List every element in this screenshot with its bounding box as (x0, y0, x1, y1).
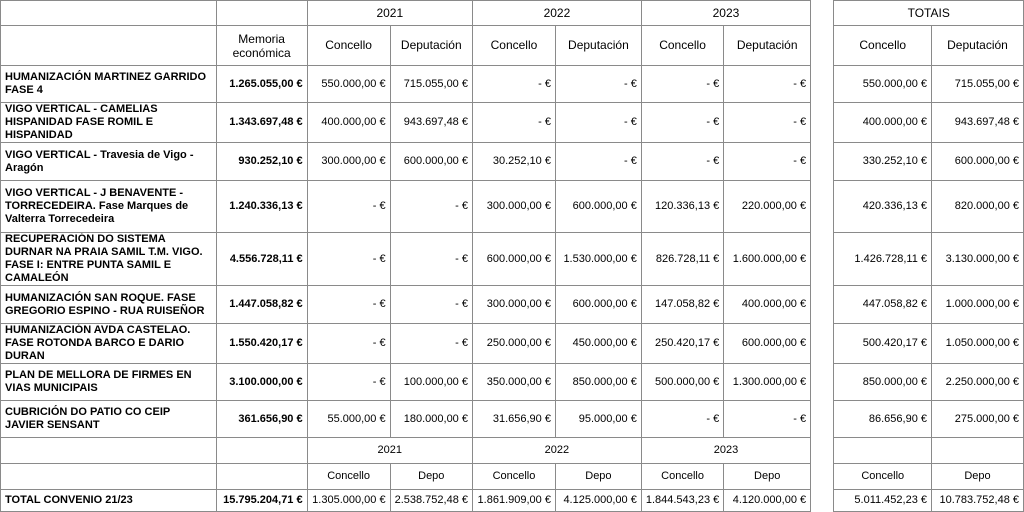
concello-2023-header[interactable]: Concello (641, 26, 723, 66)
separator-cell (811, 103, 834, 143)
deputacion-2021-cell[interactable]: 100.000,00 € (390, 364, 472, 401)
concello-2022-header[interactable]: Concello (472, 26, 555, 66)
column-header-row (1, 26, 1024, 66)
memoria-cell[interactable]: 4.556.728,11 € (216, 233, 307, 286)
memoria-cell[interactable]: 361.656,90 € (216, 401, 307, 438)
deputacion-2022-cell[interactable]: - € (555, 66, 641, 103)
concello-2021-cell[interactable]: 400.000,00 € (307, 103, 390, 143)
concello-2023-cell[interactable]: 120.336,13 € (641, 181, 723, 233)
table-row (1, 103, 1024, 143)
memoria-cell[interactable]: 1.265.055,00 € (216, 66, 307, 103)
project-name-cell[interactable]: HUMANIZACIÓN AVDA CASTELAO. FASE ROTONDA BARCO E DARIO DURAN (1, 324, 217, 364)
empty-cell[interactable] (1, 438, 217, 464)
deputacion-2022-cell[interactable]: 600.000,00 € (555, 181, 641, 233)
deputacion-2023-cell[interactable]: 1.600.000,00 € (724, 233, 811, 286)
memoria-cell[interactable]: 1.343.697,48 € (216, 103, 307, 143)
concello-total-cell[interactable]: 550.000,00 € (834, 66, 932, 103)
concello-2021-cell[interactable]: 300.000,00 € (307, 143, 390, 181)
deputacion-2023-cell[interactable]: - € (724, 103, 811, 143)
concello-total-header[interactable]: Concello (834, 26, 932, 66)
deputacion-total-cell[interactable]: 3.130.000,00 € (932, 233, 1024, 286)
deputacion-2022-cell[interactable]: 600.000,00 € (555, 286, 641, 324)
deputacion-2023-cell[interactable]: - € (724, 66, 811, 103)
separator-cell (811, 401, 834, 438)
deputacion-total-cell[interactable]: 715.055,00 € (932, 66, 1024, 103)
concello-total-cell[interactable]: 447.058,82 € (834, 286, 932, 324)
concello-2022-cell[interactable]: 30.252,10 € (472, 143, 555, 181)
deputacion-total-header[interactable]: Deputación (932, 26, 1024, 66)
concello-2022-cell[interactable]: 31.656,90 € (472, 401, 555, 438)
deputacion-total-cell[interactable]: 600.000,00 € (932, 143, 1024, 181)
deputacion-total-cell[interactable]: 1.050.000,00 € (932, 324, 1024, 364)
project-name-cell[interactable]: HUMANIZACIÓN SAN ROQUE. FASE GREGORIO ESPINO - RUA RUISEÑOR (1, 286, 217, 324)
concello-2023-cell[interactable]: 147.058,82 € (641, 286, 723, 324)
deputacion-2022-cell[interactable]: 450.000,00 € (555, 324, 641, 364)
memoria-header[interactable]: Memoria económica (216, 26, 307, 66)
deputacion-2021-cell[interactable]: - € (390, 324, 472, 364)
concello-2021-cell[interactable]: - € (307, 286, 390, 324)
footer-concello-2021[interactable]: Concello (307, 464, 390, 490)
concello-total-cell[interactable]: 86.656,90 € (834, 401, 932, 438)
empty-cell[interactable] (216, 1, 307, 26)
corner-cell[interactable] (1, 1, 217, 26)
total-label[interactable]: TOTAL CONVENIO 21/23 (1, 490, 217, 512)
footer-depo-total[interactable]: Depo (932, 464, 1024, 490)
deputacion-total-cell[interactable]: 275.000,00 € (932, 401, 1024, 438)
deputacion-2022-cell[interactable]: - € (555, 143, 641, 181)
memoria-cell[interactable]: 1.550.420,17 € (216, 324, 307, 364)
table-row (1, 181, 1024, 233)
empty-cell[interactable] (932, 438, 1024, 464)
project-name-cell[interactable]: CUBRICIÓN DO PATIO CO CEIP JAVIER SENSANT (1, 401, 217, 438)
footer-year-2021[interactable]: 2021 (307, 438, 472, 464)
project-name-cell[interactable]: VIGO VERTICAL - Travesia de Vigo - Aragón (1, 143, 217, 181)
deputacion-total-cell[interactable]: 1.000.000,00 € (932, 286, 1024, 324)
deputacion-2023-cell[interactable]: 400.000,00 € (724, 286, 811, 324)
table-row (1, 143, 1024, 181)
footer-year-row (1, 438, 1024, 464)
year-2021-header[interactable]: 2021 (307, 1, 472, 26)
deputacion-2023-cell[interactable]: 220.000,00 € (724, 181, 811, 233)
total-memoria[interactable]: 15.795.204,71 € (216, 490, 307, 512)
deputacion-2021-cell[interactable]: 943.697,48 € (390, 103, 472, 143)
total-concello-sum[interactable]: 5.011.452,23 € (834, 490, 932, 512)
project-name-cell[interactable]: RECUPERACIÓN DO SISTEMA DURNAR NA PRAIA SAMIL T.M. VIGO. FASE I: ENTRE PUNTA SAMIL E CAMALEÓN (1, 233, 217, 286)
concello-2022-cell[interactable]: 300.000,00 € (472, 286, 555, 324)
concello-2023-cell[interactable]: - € (641, 103, 723, 143)
concello-2023-cell[interactable]: 826.728,11 € (641, 233, 723, 286)
concello-total-cell[interactable]: 1.426.728,11 € (834, 233, 932, 286)
table-row (1, 66, 1024, 103)
concello-2021-cell[interactable]: 550.000,00 € (307, 66, 390, 103)
concello-total-cell[interactable]: 500.420,17 € (834, 324, 932, 364)
total-deputacion-2023[interactable]: 4.120.000,00 € (724, 490, 811, 512)
total-deputacion-sum[interactable]: 10.783.752,48 € (932, 490, 1024, 512)
deputacion-2023-cell[interactable]: 600.000,00 € (724, 324, 811, 364)
deputacion-2022-cell[interactable]: 95.000,00 € (555, 401, 641, 438)
deputacion-2021-cell[interactable]: - € (390, 181, 472, 233)
deputacion-2023-header[interactable]: Deputación (724, 26, 811, 66)
separator-cell (811, 364, 834, 401)
separator-cell (811, 1, 834, 26)
deputacion-total-cell[interactable]: 2.250.000,00 € (932, 364, 1024, 401)
empty-cell[interactable] (216, 464, 307, 490)
empty-cell[interactable] (1, 26, 217, 66)
concello-2023-cell[interactable]: - € (641, 66, 723, 103)
year-2022-header[interactable]: 2022 (472, 1, 641, 26)
separator-cell (811, 66, 834, 103)
concello-2021-cell[interactable]: - € (307, 233, 390, 286)
concello-2021-header[interactable]: Concello (307, 26, 390, 66)
year-2023-header[interactable]: 2023 (641, 1, 810, 26)
deputacion-2023-cell[interactable]: - € (724, 143, 811, 181)
concello-2022-cell[interactable]: - € (472, 103, 555, 143)
separator-cell (811, 464, 834, 490)
concello-2023-cell[interactable]: - € (641, 401, 723, 438)
deputacion-2021-cell[interactable]: 180.000,00 € (390, 401, 472, 438)
footer-year-2023[interactable]: 2023 (641, 438, 810, 464)
memoria-cell[interactable]: 3.100.000,00 € (216, 364, 307, 401)
footer-depo-2022[interactable]: Depo (555, 464, 641, 490)
concello-2022-cell[interactable]: 350.000,00 € (472, 364, 555, 401)
deputacion-2021-cell[interactable]: - € (390, 286, 472, 324)
concello-2022-cell[interactable]: 600.000,00 € (472, 233, 555, 286)
deputacion-2022-cell[interactable]: 850.000,00 € (555, 364, 641, 401)
separator-cell (811, 438, 834, 464)
concello-2022-cell[interactable]: 250.000,00 € (472, 324, 555, 364)
project-name-cell[interactable]: VIGO VERTICAL - J BENAVENTE - TORRECEDEIRA. Fase Marques de Valterra Torrecedeira (1, 181, 217, 233)
footer-concello-2022[interactable]: Concello (472, 464, 555, 490)
deputacion-2021-header[interactable]: Deputación (390, 26, 472, 66)
deputacion-2022-header[interactable]: Deputación (555, 26, 641, 66)
table-row (1, 364, 1024, 401)
concello-2021-cell[interactable]: - € (307, 181, 390, 233)
total-concello-2023[interactable]: 1.844.543,23 € (641, 490, 723, 512)
concello-total-cell[interactable]: 420.336,13 € (834, 181, 932, 233)
total-concello-2022[interactable]: 1.861.909,00 € (472, 490, 555, 512)
separator-cell (811, 286, 834, 324)
footer-column-row (1, 464, 1024, 490)
footer-concello-2023[interactable]: Concello (641, 464, 723, 490)
footer-depo-2021[interactable]: Depo (390, 464, 472, 490)
deputacion-total-cell[interactable]: 820.000,00 € (932, 181, 1024, 233)
concello-total-cell[interactable]: 400.000,00 € (834, 103, 932, 143)
concello-total-cell[interactable]: 850.000,00 € (834, 364, 932, 401)
footer-year-2022[interactable]: 2022 (472, 438, 641, 464)
concello-2021-cell[interactable]: - € (307, 324, 390, 364)
project-name-cell[interactable]: PLAN DE MELLORA DE FIRMES EN VIAS MUNICIPAIS (1, 364, 217, 401)
deputacion-2021-cell[interactable]: 715.055,00 € (390, 66, 472, 103)
separator-cell (811, 233, 834, 286)
project-name-cell[interactable]: VIGO VERTICAL - CAMELIAS HISPANIDAD FASE ROMIL E HISPANIDAD (1, 103, 217, 143)
total-deputacion-2021[interactable]: 2.538.752,48 € (390, 490, 472, 512)
deputacion-2022-cell[interactable]: 1.530.000,00 € (555, 233, 641, 286)
deputacion-2023-cell[interactable]: - € (724, 401, 811, 438)
memoria-cell[interactable]: 1.240.336,13 € (216, 181, 307, 233)
concello-2023-cell[interactable]: 250.420,17 € (641, 324, 723, 364)
table-row (1, 233, 1024, 286)
deputacion-total-cell[interactable]: 943.697,48 € (932, 103, 1024, 143)
empty-cell[interactable] (1, 464, 217, 490)
footer-depo-2023[interactable]: Depo (724, 464, 811, 490)
year-header-row (1, 1, 1024, 26)
separator-cell (811, 143, 834, 181)
concello-2021-cell[interactable]: - € (307, 364, 390, 401)
separator-cell (811, 181, 834, 233)
table-row (1, 286, 1024, 324)
deputacion-2021-cell[interactable]: - € (390, 233, 472, 286)
concello-2023-cell[interactable]: 500.000,00 € (641, 364, 723, 401)
deputacion-2023-cell[interactable]: 1.300.000,00 € (724, 364, 811, 401)
concello-2023-cell[interactable]: - € (641, 143, 723, 181)
project-name-cell[interactable]: HUMANIZACIÓN MARTINEZ GARRIDO FASE 4 (1, 66, 217, 103)
total-deputacion-2022[interactable]: 4.125.000,00 € (555, 490, 641, 512)
memoria-cell[interactable]: 930.252,10 € (216, 143, 307, 181)
memoria-cell[interactable]: 1.447.058,82 € (216, 286, 307, 324)
separator-cell (811, 324, 834, 364)
empty-cell[interactable] (834, 438, 932, 464)
table-row (1, 401, 1024, 438)
deputacion-2022-cell[interactable]: - € (555, 103, 641, 143)
footer-concello-total[interactable]: Concello (834, 464, 932, 490)
totals-header[interactable]: TOTAIS (834, 1, 1024, 26)
deputacion-2021-cell[interactable]: 600.000,00 € (390, 143, 472, 181)
concello-total-cell[interactable]: 330.252,10 € (834, 143, 932, 181)
empty-cell[interactable] (216, 438, 307, 464)
concello-2022-cell[interactable]: - € (472, 66, 555, 103)
concello-2021-cell[interactable]: 55.000,00 € (307, 401, 390, 438)
concello-2022-cell[interactable]: 300.000,00 € (472, 181, 555, 233)
total-concello-2021[interactable]: 1.305.000,00 € (307, 490, 390, 512)
separator-cell (811, 26, 834, 66)
table-row (1, 324, 1024, 364)
